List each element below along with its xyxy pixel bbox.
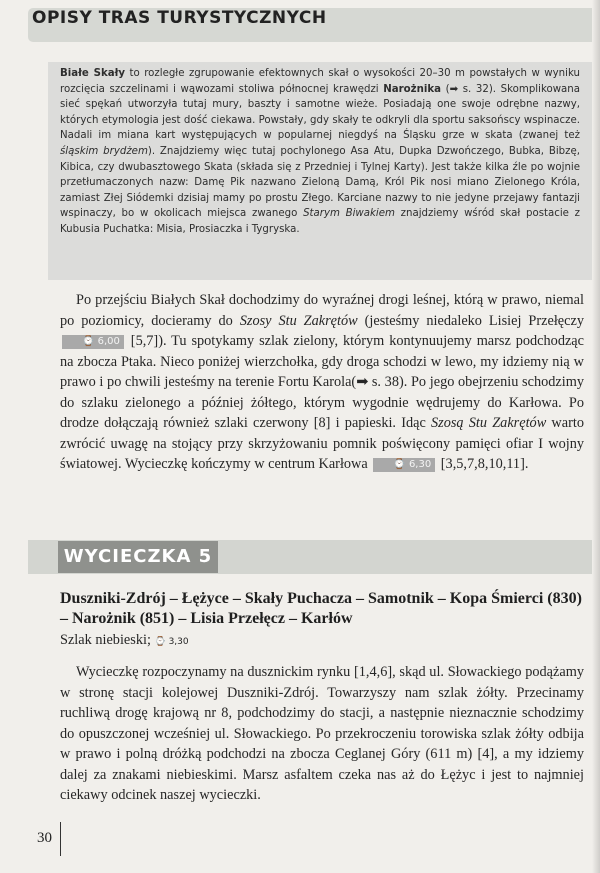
time-badge: ⌚ 6,00 bbox=[62, 335, 124, 349]
route-title: Duszniki-Zdrój – Łężyce – Skały Puchacza – Samotnik – Kopa Śmierci (830) – Narożnik (851) – Lisia Przełęcz – Karłów bbox=[60, 590, 582, 627]
info-box-bold-reference: Narożnika bbox=[383, 83, 441, 95]
route-description-paragraph-1: Po przejściu Białych Skał dochodzimy do wyraźnej drogi leśnej, którą w prawo, niemal po poziomicy, docieramy do Szosy Stu Zakrętów (jesteśmy niedaleko Lisiej Przełęczy ⌚ 6,00 [5,7]). Tu spotykamy szlak zielony, którym kontynuujemy marsz podchodząc na zbocza Ptaka. Nieco poniżej wierzchołka, gdy droga schodzi w lewo, my idziemy nią w prawo i po chwili jesteśmy na terenie Fortu Karola(➡ s. 38). Po jego obejrzeniu schodzimy do szlaku zielonego a później żółtego, którym wygodnie wędrujemy do Karłowa. Po drodze dołączają również szlaki czerwony [8] i papieski. Idąc Szosą Stu Zakrętów warto zwrócić uwagę na stojący przy skrzyżowaniu pomnik poświęcony pamięci ofiar I wojny światowej. Wycieczkę kończymy w centrum Karłowa ⌚ 6,30 [3,5,7,8,10,11]. bbox=[60, 292, 584, 472]
page-header-title: OPISY TRAS TURYSTYCZNYCH bbox=[32, 8, 327, 28]
trail-label: Szlak niebieski; bbox=[60, 632, 155, 648]
section-label: WYCIECZKA 5 bbox=[58, 541, 218, 573]
page-number-rule bbox=[60, 822, 61, 856]
route-time: ⌚ 3,30 bbox=[154, 637, 189, 647]
route-description-paragraph-2: Wycieczkę rozpoczynamy na dusznickim rynku [1,4,6], skąd ul. Słowackiego podążamy w stronę stacji kolejowej Duszniki-Zdrój. Towarzyszy nam szlak żółty. Przecinamy ruchliwą drogę krajową nr 8, podchodzimy do stacji, a następnie nieznacznie schodzimy do opuszczonej wcześniej ul. Słowackiego. Po przekroczeniu torowiska szlak żółty odbija w prawo i polną dróżką podchodzi na zbocza Ceglanej Góry (611 m) [4], a my idziemy dalej za znakami niebieskimi. Marsz asfaltem czeka nas aż do Łężyc i jest to najmniej ciekawy odcinek naszej wycieczki. bbox=[60, 664, 584, 803]
info-box-lead: Białe Skały bbox=[60, 68, 126, 79]
time-badge: ⌚ 6,30 bbox=[373, 458, 435, 472]
route-meta bbox=[60, 632, 189, 649]
page-reference: (➡ s. 32). bbox=[441, 83, 501, 95]
info-box-text: Białe Skały to rozległe zgrupowanie efektownych skał o wysokości 20–30 m powstałych w wyniku rozcięcia szczelinami i wąwozami stoliwa północnej krawędzi Narożnika (➡ s. 32). Skomplikowana sieć spękań utworzyła tutaj mury, baszty i samotne wieże. Posiadają one swoje odrębne nazwy, których etymologia jest dość ciekawa. Powstały, gdy skały te odkryli dla sportu saksońscy wspinacze. Nadali im miana kart występujących w popularnej niegdyś na Śląsku grze w skata (zwanej też śląskim brydżem). Znajdziemy więc tutaj pochylonego Asa Atu, Dupka Dzwończego, Bubka, Bibzę, Kibica, czy dwubasztowego Skata (składa się z Przedniej i Tylnej Karty). Jest także kilka źle po wojnie przetłumaczonych nazw: Damę Pik nazwano Zieloną Damą, Król Pik nosi miano Zielonego Króla, zamiast Złej Siódemki dzisiaj mamy po prostu Złego. Karciane nazwy to nie jedyne przejawy fantazji wspinaczy, bo w okolicach miejsca zwanego Starym Biwakiem znajdziemy wśród skał postacie z Kubusia Puchatka: Misia, Prosiaczka i Tygryska. bbox=[60, 68, 580, 235]
page-edge-shadow bbox=[592, 0, 600, 873]
page-number: 30 bbox=[37, 830, 52, 846]
